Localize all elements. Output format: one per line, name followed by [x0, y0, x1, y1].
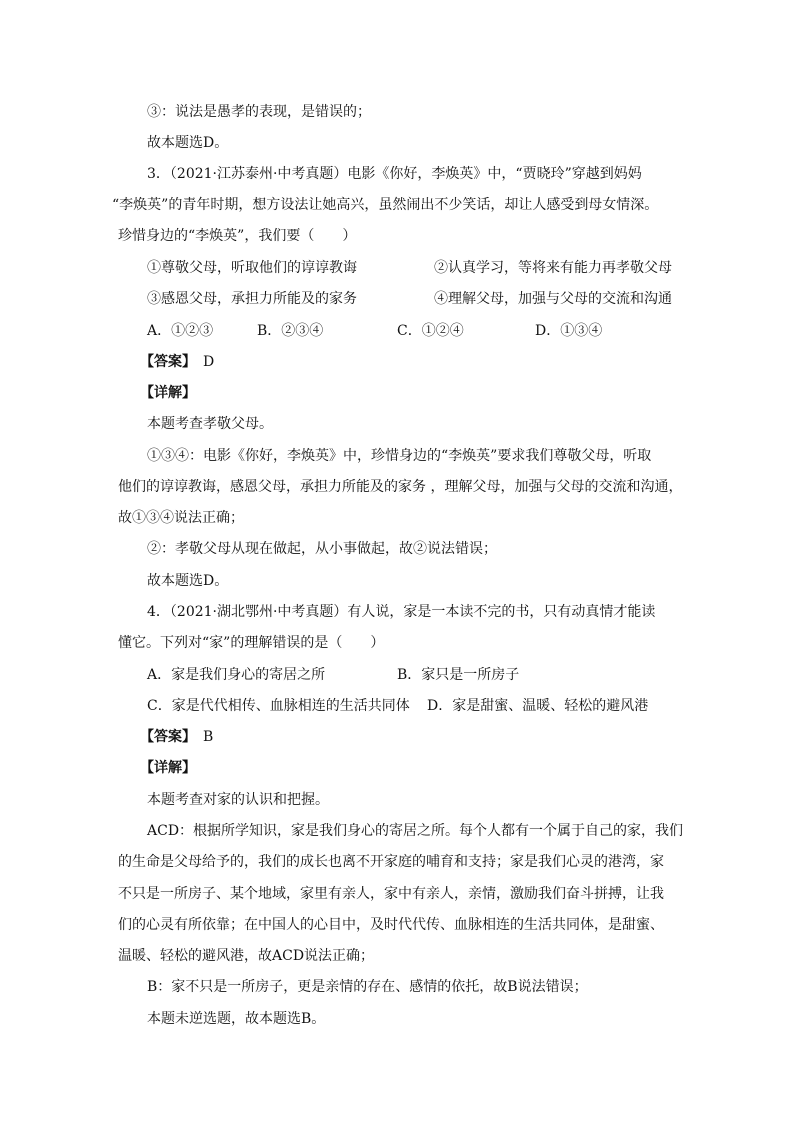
q3-items-row	[0, 284, 794, 314]
q3-stem-line: “李焕英”的青年时期，想方设法让她高兴，虽然闹出不少笑话，却让人感受到母女情深。	[112, 197, 659, 213]
q3-option: C．①②④	[397, 323, 464, 339]
q4-stem-line: 懂它。下列对“家”的理解错误的是（ ）	[118, 635, 385, 651]
q4-explanation-line: 本题考查对家的认识和把握。	[147, 792, 329, 808]
answer-label: 【答案】	[140, 729, 196, 745]
q3-explanation-line: 他们的谆谆教诲，感恩父母，承担力所能及的家务 ，理解父母，加强与父母的交流和沟通，	[118, 479, 683, 495]
q3-explanation-line: 故本题选D。	[147, 573, 229, 589]
q3-item: ①尊敬父母，听取他们的谆谆教诲	[147, 260, 357, 276]
q3-options-row	[0, 316, 794, 346]
intro-line: ③：说法是愚孝的表现，是错误的；	[147, 104, 371, 120]
q3-option: D．①③④	[535, 323, 603, 339]
q3-explanation-line: ②：孝敬父母从现在做起，从小事做起，故②说法错误；	[147, 541, 497, 557]
q4-option: A．家是我们身心的寄居之所	[147, 667, 326, 683]
q3-stem-line: 珍惜身边的“李焕英”，我们要（ ）	[118, 228, 357, 244]
q3-item: ②认真学习，等将来有能力再孝敬父母	[434, 260, 672, 276]
answer-value: D	[203, 354, 215, 370]
answer-value: B	[203, 729, 214, 745]
q4-options-row	[0, 660, 794, 690]
q3-item: ④理解父母，加强与父母的交流和沟通	[434, 291, 672, 307]
answer-label: 【答案】	[140, 354, 196, 370]
q4-explanation-line: B：家不只是一所房子，更是亲情的存在、感情的依托，故B说法错误；	[147, 979, 588, 995]
q4-option: C．家是代代相传、血脉相连的生活共同体	[147, 698, 410, 714]
q3-explanation-line: 故①③④说法正确；	[118, 510, 244, 526]
q4-explanation-line: 本题未逆选题，故本题选B。	[147, 1011, 326, 1027]
q4-explanation-line: 的生命是父母给予的，我们的成长也离不开家庭的哺育和支持；家是我们心灵的港湾，家	[118, 854, 664, 870]
q3-option: A．①②③	[147, 323, 214, 339]
q3-item: ③感恩父母，承担力所能及的家务	[147, 291, 357, 307]
q4-detail-label: 【详解】	[140, 760, 196, 776]
q3-answer	[0, 347, 794, 377]
q4-answer	[0, 722, 794, 752]
q4-explanation-line: 温暖、轻松的避风港，故ACD说法正确；	[118, 948, 375, 964]
q4-option: B．家只是一所房子	[397, 667, 520, 683]
q4-stem-line: 4．（2021·湖北鄂州·中考真题）有人说，家是一本读不完的书，只有动真情才能读	[147, 604, 656, 620]
q4-explanation-line: ACD：根据所学知识，家是我们身心的寄居之所。每个人都有一个属于自己的家，我们	[147, 823, 684, 839]
q3-explanation-line: ①③④：电影《你好，李焕英》中，珍惜身边的“李焕英”要求我们尊敬父母，听取	[147, 448, 652, 464]
intro-line: 故本题选D。	[147, 135, 229, 151]
q3-stem-line: 3．（2021·江苏泰州·中考真题）电影《你好，李焕英》中，“贾晓玲”穿越到妈妈	[147, 166, 642, 182]
q4-explanation-line: 们的心灵有所依靠；在中国人的心目中，及时代代传、血脉相连的生活共同体，是甜蜜、	[118, 917, 664, 933]
q3-detail-label: 【详解】	[140, 385, 196, 401]
q4-option: D．家是甜蜜、温暖、轻松的避风港	[427, 698, 649, 714]
q3-explanation-line: 本题考查孝敬父母。	[147, 416, 273, 432]
q4-explanation-line: 不只是一所房子、某个地域，家里有亲人，家中有亲人，亲情，激励我们奋斗拼搏，让我	[118, 886, 664, 902]
q4-options-row	[0, 691, 794, 721]
q3-option: B．②③④	[257, 323, 324, 339]
q3-items-row	[0, 253, 794, 283]
